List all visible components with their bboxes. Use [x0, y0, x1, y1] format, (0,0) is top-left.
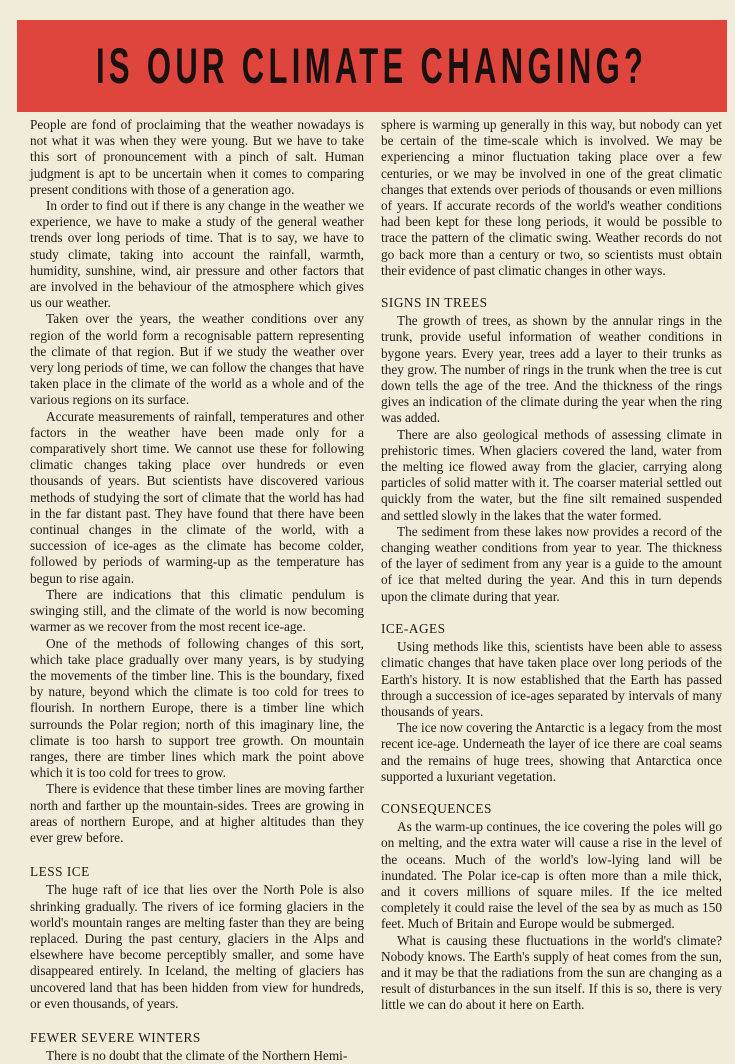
paragraph: There is no doubt that the climate of the Northern Hemi- [46, 1048, 348, 1064]
paragraph: People are fond of proclaiming that the weather nowadays is not what it was when they were young. But we have to take this sort of pronouncement with a pinch of salt. Human judgment is apt to be uncertain when it comes to comparing present conditions with those of a generation ago. [30, 117, 364, 197]
paragraph: Taken over the years, the weather conditions over any region of the world form a recognisable pattern representing the climate of that region. But if we study the weather over very long periods of time, we can follow the changes that have taken place in the climate of the world as a whole and of the various regions on its surface. [30, 311, 364, 408]
paragraph: There is evidence that these timber lines are moving farther north and farther up the mountain-sides. Trees are growing in areas of northern Europe, and at higher altitudes than they ever grew before. [30, 781, 364, 845]
section-heading-less-ice: LESS ICE [30, 864, 90, 880]
paragraph: The huge raft of ice that lies over the North Pole is also shrinking gradually. The rivers of ice forming glaciers in the world's mountain ranges are melting faster than they are being replaced. During the past century, glaciers in the Alps and elsewhere have become perceptibly smaller, and some have disappeared entirely. In Iceland, the melting of glaciers has uncovered land that has been hidden from view for hundreds, or even thousands, of years. [30, 882, 364, 1011]
paragraph: The growth of trees, as shown by the annular rings in the trunk, provide useful information of weather conditions in bygone years. Every year, trees add a layer to their trunks as they grow. The number of rings in the trunk when the tree is cut down tells the age of the tree. And the thickness of the rings gives an indication of the climate during the year when the ring was added. [381, 313, 722, 426]
paragraph: Using methods like this, scientists have been able to assess climatic changes that have taken place over long periods of the Earth's history. It is now established that the Earth has passed through a succession of ice-ages separated by intervals of many thousands of years. [381, 639, 722, 719]
section-heading-fewer-severe-winters: FEWER SEVERE WINTERS [30, 1029, 201, 1045]
right-column [381, 117, 722, 1014]
left-column [30, 117, 364, 1064]
paragraph-continuation: sphere is warming up generally in this way, but nobody can yet be certain of the time-scale which is involved. We may be experiencing a minor fluctuation taking place over a few centuries, or we may be involved in one of the great climatic changes that extends over periods of thousands or even millions of years. If accurate records of the world's weather conditions had been kept for these long periods, it would be possible to trace the pattern of the climatic swing. Weather records do not go back more than a century or two, so scientists must obtain their evidence of past climatic changes in other ways. [381, 117, 722, 278]
paragraph: In order to find out if there is any change in the weather we experience, we have to make a study of the general weather trends over long periods of time. That is to say, we have to study climate, taking into account the rainfall, warmth, humidity, sunshine, wind, air pressure and other factors that are involved in the behaviour of the atmosphere which gives us our weather. [30, 198, 364, 311]
section-heading-consequences: CONSEQUENCES [381, 800, 492, 816]
section-heading-ice-ages: ICE-AGES [381, 620, 446, 636]
paragraph: There are indications that this climatic pendulum is swinging still, and the climate of the world is now becoming warmer as we recover from the most recent ice-age. [30, 586, 364, 635]
paragraph: The sediment from these lakes now provides a record of the changing weather conditions from year to year. The thickness of the layer of sediment from any year is a guide to the amount of ice that melted during the year. And this in turn depends upon the climate during that year. [381, 523, 722, 604]
paragraph: The ice now covering the Antarctic is a legacy from the most recent ice-age. Underneath the layer of ice there are coal seams and the remains of huge trees, showing that Antarctica once supported a luxuriant vegetation. [381, 720, 722, 784]
page-title: IS OUR CLIMATE CHANGING? [96, 38, 648, 94]
paragraph: As the warm-up continues, the ice covering the poles will go on melting, and the extra water will cause a rise in the level of the oceans. Much of the world's low-lying land will be inundated. The Polar ice-cap is often more than a mile thick, and it covers millions of square miles. If the ice melted completely it could raise the level of the sea by as much as 150 feet. Much of Britain and Europe would be submerged. [381, 819, 722, 932]
paragraph: What is causing these fluctuations in the world's climate? Nobody knows. The Earth's supply of heat comes from the sun, and it may be that the radiations from the sun are changing as a result of disturbances in the sun itself. If this is so, there is very little we can do about it here on Earth. [381, 932, 722, 1013]
paragraph: There are also geological methods of assessing climate in prehistoric times. When glaciers covered the land, water from the melting ice flowed away from the glacier, carrying along particles of solid matter with it. The coarser material settled out quickly from the water, but the fine silt remained suspended and settled slowly in the lakes that the water formed. [381, 426, 722, 523]
title-banner [17, 20, 727, 112]
section-heading-signs-in-trees: SIGNS IN TREES [381, 295, 488, 311]
paragraph: Accurate measurements of rainfall, temperatures and other factors in the weather have been made only for a comparatively short time. We cannot use these for following climatic changes taking place over hundreds or even thousands of years. But scientists have discovered various methods of studying the sort of climate that the world has had in the far distant past. They have found that there have been continual changes in the climate of the world, with a succession of ice-ages as the climate has become colder, followed by periods of warming-up as the temperature has begun to rise again. [30, 408, 364, 586]
paragraph: One of the methods of following changes of this sort, which take place gradually over many years, is by studying the movements of the timber line. This is the boundary, fixed by nature, beyond which the climate is too cold for trees to flourish. In northern Europe, there is a timber line which surrounds the Polar region; north of this imaginary line, the climate is too harsh to support tree growth. On mountain ranges, there are timber lines which mark the point above which it is too cold for trees to grow. [30, 635, 364, 781]
